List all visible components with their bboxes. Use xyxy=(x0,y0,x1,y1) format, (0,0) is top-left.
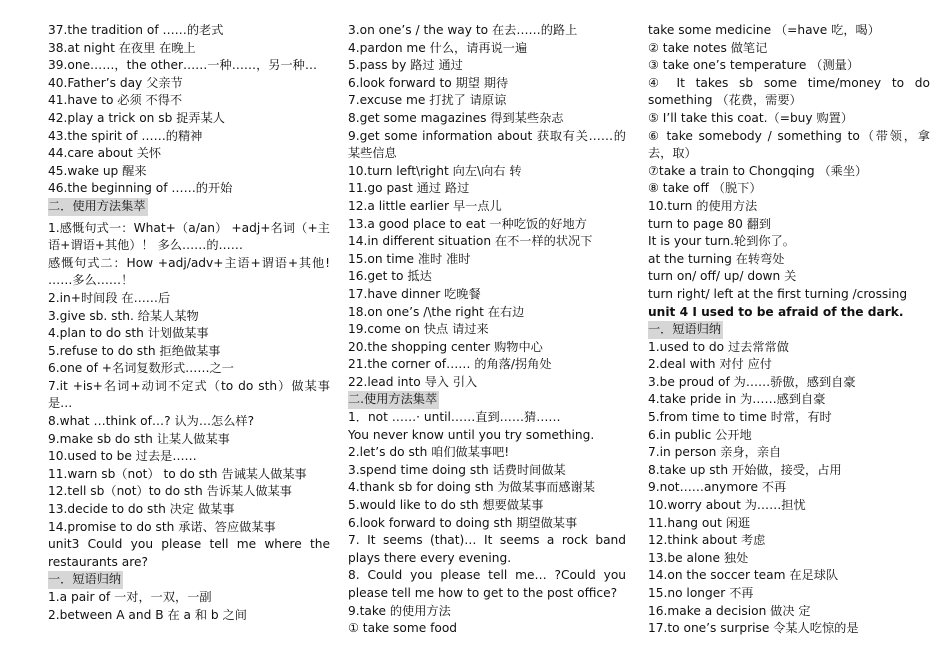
entry-line: ⑥ take somebody / something to（带领，拿去，取） xyxy=(648,128,930,161)
heading-line xyxy=(348,391,626,409)
entry-line: 4.plan to do sth 计划做某事 xyxy=(48,326,209,341)
entry-line: 6.one of +名词复数形式……之一 xyxy=(48,361,234,376)
entry-line: You never know until you try something. xyxy=(348,427,595,442)
entry-line: 1.a pair of 一对，一双，一副 xyxy=(48,590,212,604)
entry-line: 43.the spirit of ……的精神 xyxy=(48,128,203,143)
column-2 xyxy=(348,22,626,638)
entry-line: 22.lead into 导入 引入 xyxy=(348,374,478,389)
entry-line: take some medicine （=have 吃，喝） xyxy=(648,23,880,37)
entry-line: 10.turn left\right 向左\向右 转 xyxy=(348,163,522,178)
entry-line: 6.look forward to 期望 期待 xyxy=(348,75,509,90)
section-heading: 一．短语归纳 xyxy=(48,571,123,589)
entry-line: 4.take pride in 为……感到自豪 xyxy=(648,392,826,407)
entry-line: 6.in public 公开地 xyxy=(648,427,752,442)
entry-line: 7. It seems (that)… It seems a rock band plays there every evening. xyxy=(348,533,626,565)
section-heading: 一．短语归纳 xyxy=(648,321,723,339)
entry-line: 16.get to 抵达 xyxy=(348,269,432,284)
entry-line: 21.the corner of…… 的角落/拐角处 xyxy=(348,357,552,372)
entry-line: at the turning 在转弯处 xyxy=(648,251,785,266)
entry-line: turn to page 80 翻到 xyxy=(648,216,772,231)
entry-line: 2.in+时间段 在……后 xyxy=(48,290,171,305)
entry-line: 11.hang out 闲逛 xyxy=(648,515,751,530)
entry-line: It is your turn.轮到你了。 xyxy=(648,234,795,249)
unit-title: unit 4 I used to be afraid of the dark. xyxy=(648,304,904,319)
entry-line: 13.be alone 独处 xyxy=(648,550,749,565)
entry-line: 17.to one’s surprise 令某人吃惊的是 xyxy=(648,621,859,636)
entry-line: 12.a little earlier 早一点儿 xyxy=(348,198,502,213)
entry-line: 4.thank sb for doing sth 为做某事而感谢某 xyxy=(348,480,595,495)
entry-line: ② take notes 做笔记 xyxy=(648,40,768,55)
entry-line: 9.get some information about 获取有关……的某些信息 xyxy=(348,128,626,161)
entry-line: 9.take 的使用方法 xyxy=(348,603,451,618)
entry-line: unit3 Could you please tell me where the restaurants are? xyxy=(48,537,330,569)
entry-line: 13.a good place to eat 一种吃饭的好地方 xyxy=(348,216,587,231)
entry-line: ① take some food xyxy=(348,621,458,636)
entry-line: 15.on time 准时 准时 xyxy=(348,251,471,266)
column-3 xyxy=(648,22,930,638)
entry-line: 46.the beginning of ……的开始 xyxy=(48,181,233,196)
entry-line: 15.no longer 不再 xyxy=(648,586,754,600)
entry-line: 7.in person 亲身，亲自 xyxy=(648,445,782,460)
entry-line: 5.pass by 路过 通过 xyxy=(348,58,463,73)
heading-line xyxy=(48,571,330,589)
entry-line: 6.look forward to doing sth 期望做某事 xyxy=(348,515,578,530)
entry-line: 44.care about 关怀 xyxy=(48,146,162,161)
entry-line: 11.warn sb（not） to do sth 告诫某人做某事 xyxy=(48,466,307,481)
entry-line: 9.make sb do sth 让某人做某事 xyxy=(48,431,230,446)
entry-line: turn on/ off/ up/ down 关 xyxy=(648,269,797,284)
entry-line: 3.on one’s / the way to 在去……的路上 xyxy=(348,23,578,37)
entry-line: 10.used to be 过去是…… xyxy=(48,449,197,464)
entry-line: 20.the shopping center 购物中心 xyxy=(348,339,543,354)
entry-line: 37.the tradition of ……的老式 xyxy=(48,23,224,37)
entry-line: 2.deal with 对付 应付 xyxy=(648,357,772,372)
entry-line: 8. Could you please tell me… ?Could you please tell me how to get to the post office? xyxy=(348,568,626,600)
entry-line: 14.on the soccer team 在足球队 xyxy=(648,568,839,583)
entry-line: 3.give sb. sth. 给某人某物 xyxy=(48,308,199,323)
entry-line: 感慨句式二：How +adj/adv+主语+谓语+其他! ……多么……！ xyxy=(48,255,330,288)
section-heading: 二.使用方法集萃 xyxy=(348,391,439,409)
entry-line: ④ It takes sb some time/money to do something （花费，需要） xyxy=(648,75,930,108)
entry-line: 39.one……，the other……一种……，另一种… xyxy=(48,58,318,73)
entry-line: 18.on one’s /\the right 在右边 xyxy=(348,304,525,319)
entry-line: 1.used to do 过去常常做 xyxy=(648,339,789,354)
heading-line xyxy=(648,321,930,339)
entry-line: 8.get some magazines 得到某些杂志 xyxy=(348,110,564,125)
entry-line: 5.from time to time 时常，有时 xyxy=(648,410,832,425)
entry-line: 19.come on 快点 请过来 xyxy=(348,322,489,337)
entry-line: 4.pardon me 什么，请再说一遍 xyxy=(348,40,528,55)
entry-line: 41.have to 必须 不得不 xyxy=(48,93,183,108)
entry-line: 8.what …think of…? 认为…怎么样? xyxy=(48,414,255,429)
entry-line: 5.refuse to do sth 拒绝做某事 xyxy=(48,343,221,358)
entry-line: 10.turn 的使用方法 xyxy=(648,198,758,213)
entry-line: ③ take one’s temperature （测量） xyxy=(648,58,860,73)
entry-line: 42.play a trick on sb 捉弄某人 xyxy=(48,110,225,125)
entry-line: 17.have dinner 吃晚餐 xyxy=(348,286,481,301)
entry-line: 1．not ……· until……直到……猜…… xyxy=(348,410,561,425)
entry-line: 13.decide to do sth 决定 做某事 xyxy=(48,502,235,517)
entry-line: 16.make a decision 做决 定 xyxy=(648,603,811,618)
section-heading: 二．使用方法集萃 xyxy=(48,198,148,216)
entry-line: ⑤ I’ll take this coat.（=buy 购置） xyxy=(648,110,854,125)
entry-line: 38.at night 在夜里 在晚上 xyxy=(48,40,196,55)
entry-line: 8.take up sth 开始做，接受，占用 xyxy=(648,462,842,477)
entry-line: 7.excuse me 打扰了 请原谅 xyxy=(348,93,507,108)
entry-line: 14.promise to do sth 承诺、答应做某事 xyxy=(48,519,276,534)
entry-line: 5.would like to do sth 想要做某事 xyxy=(348,498,544,513)
entry-line: 2.between A and B 在 a 和 b 之间 xyxy=(48,607,247,622)
entry-line: 14.in different situation 在不一样的状况下 xyxy=(348,234,593,249)
entry-line: ⑦take a train to Chongqing （乘坐） xyxy=(648,163,868,178)
entry-line: 9.not……anymore 不再 xyxy=(648,480,787,495)
entry-line: 11.go past 通过 路过 xyxy=(348,181,470,196)
entry-line: 3.spend time doing sth 话费时间做某 xyxy=(348,462,566,477)
entry-line: 45.wake up 醒来 xyxy=(48,163,147,178)
entry-line: ⑧ take off （脱下） xyxy=(648,181,762,196)
column-1 xyxy=(48,22,330,624)
entry-line: 2.let’s do sth 咱们做某事吧! xyxy=(348,445,510,460)
entry-line: 1.感慨句式一：What+（a/an） +adj+名词（+主语+谓语+其他）！ 多么……的…… xyxy=(48,220,330,253)
entry-line: turn right/ left at the first turning /crossing xyxy=(648,286,908,301)
entry-line: 7.it +is+名词+动词不定式（to do sth）做某事是… xyxy=(48,378,330,411)
entry-line: 40.Father’s day 父亲节 xyxy=(48,75,183,90)
entry-line: 12.tell sb（not）to do sth 告诉某人做某事 xyxy=(48,484,292,499)
entry-line: 12.think about 考虑 xyxy=(648,533,766,548)
entry-line: 10.worry about 为……担忧 xyxy=(648,498,806,513)
heading-line xyxy=(48,198,330,216)
entry-line: 3.be proud of 为……骄傲，感到自豪 xyxy=(648,374,856,389)
